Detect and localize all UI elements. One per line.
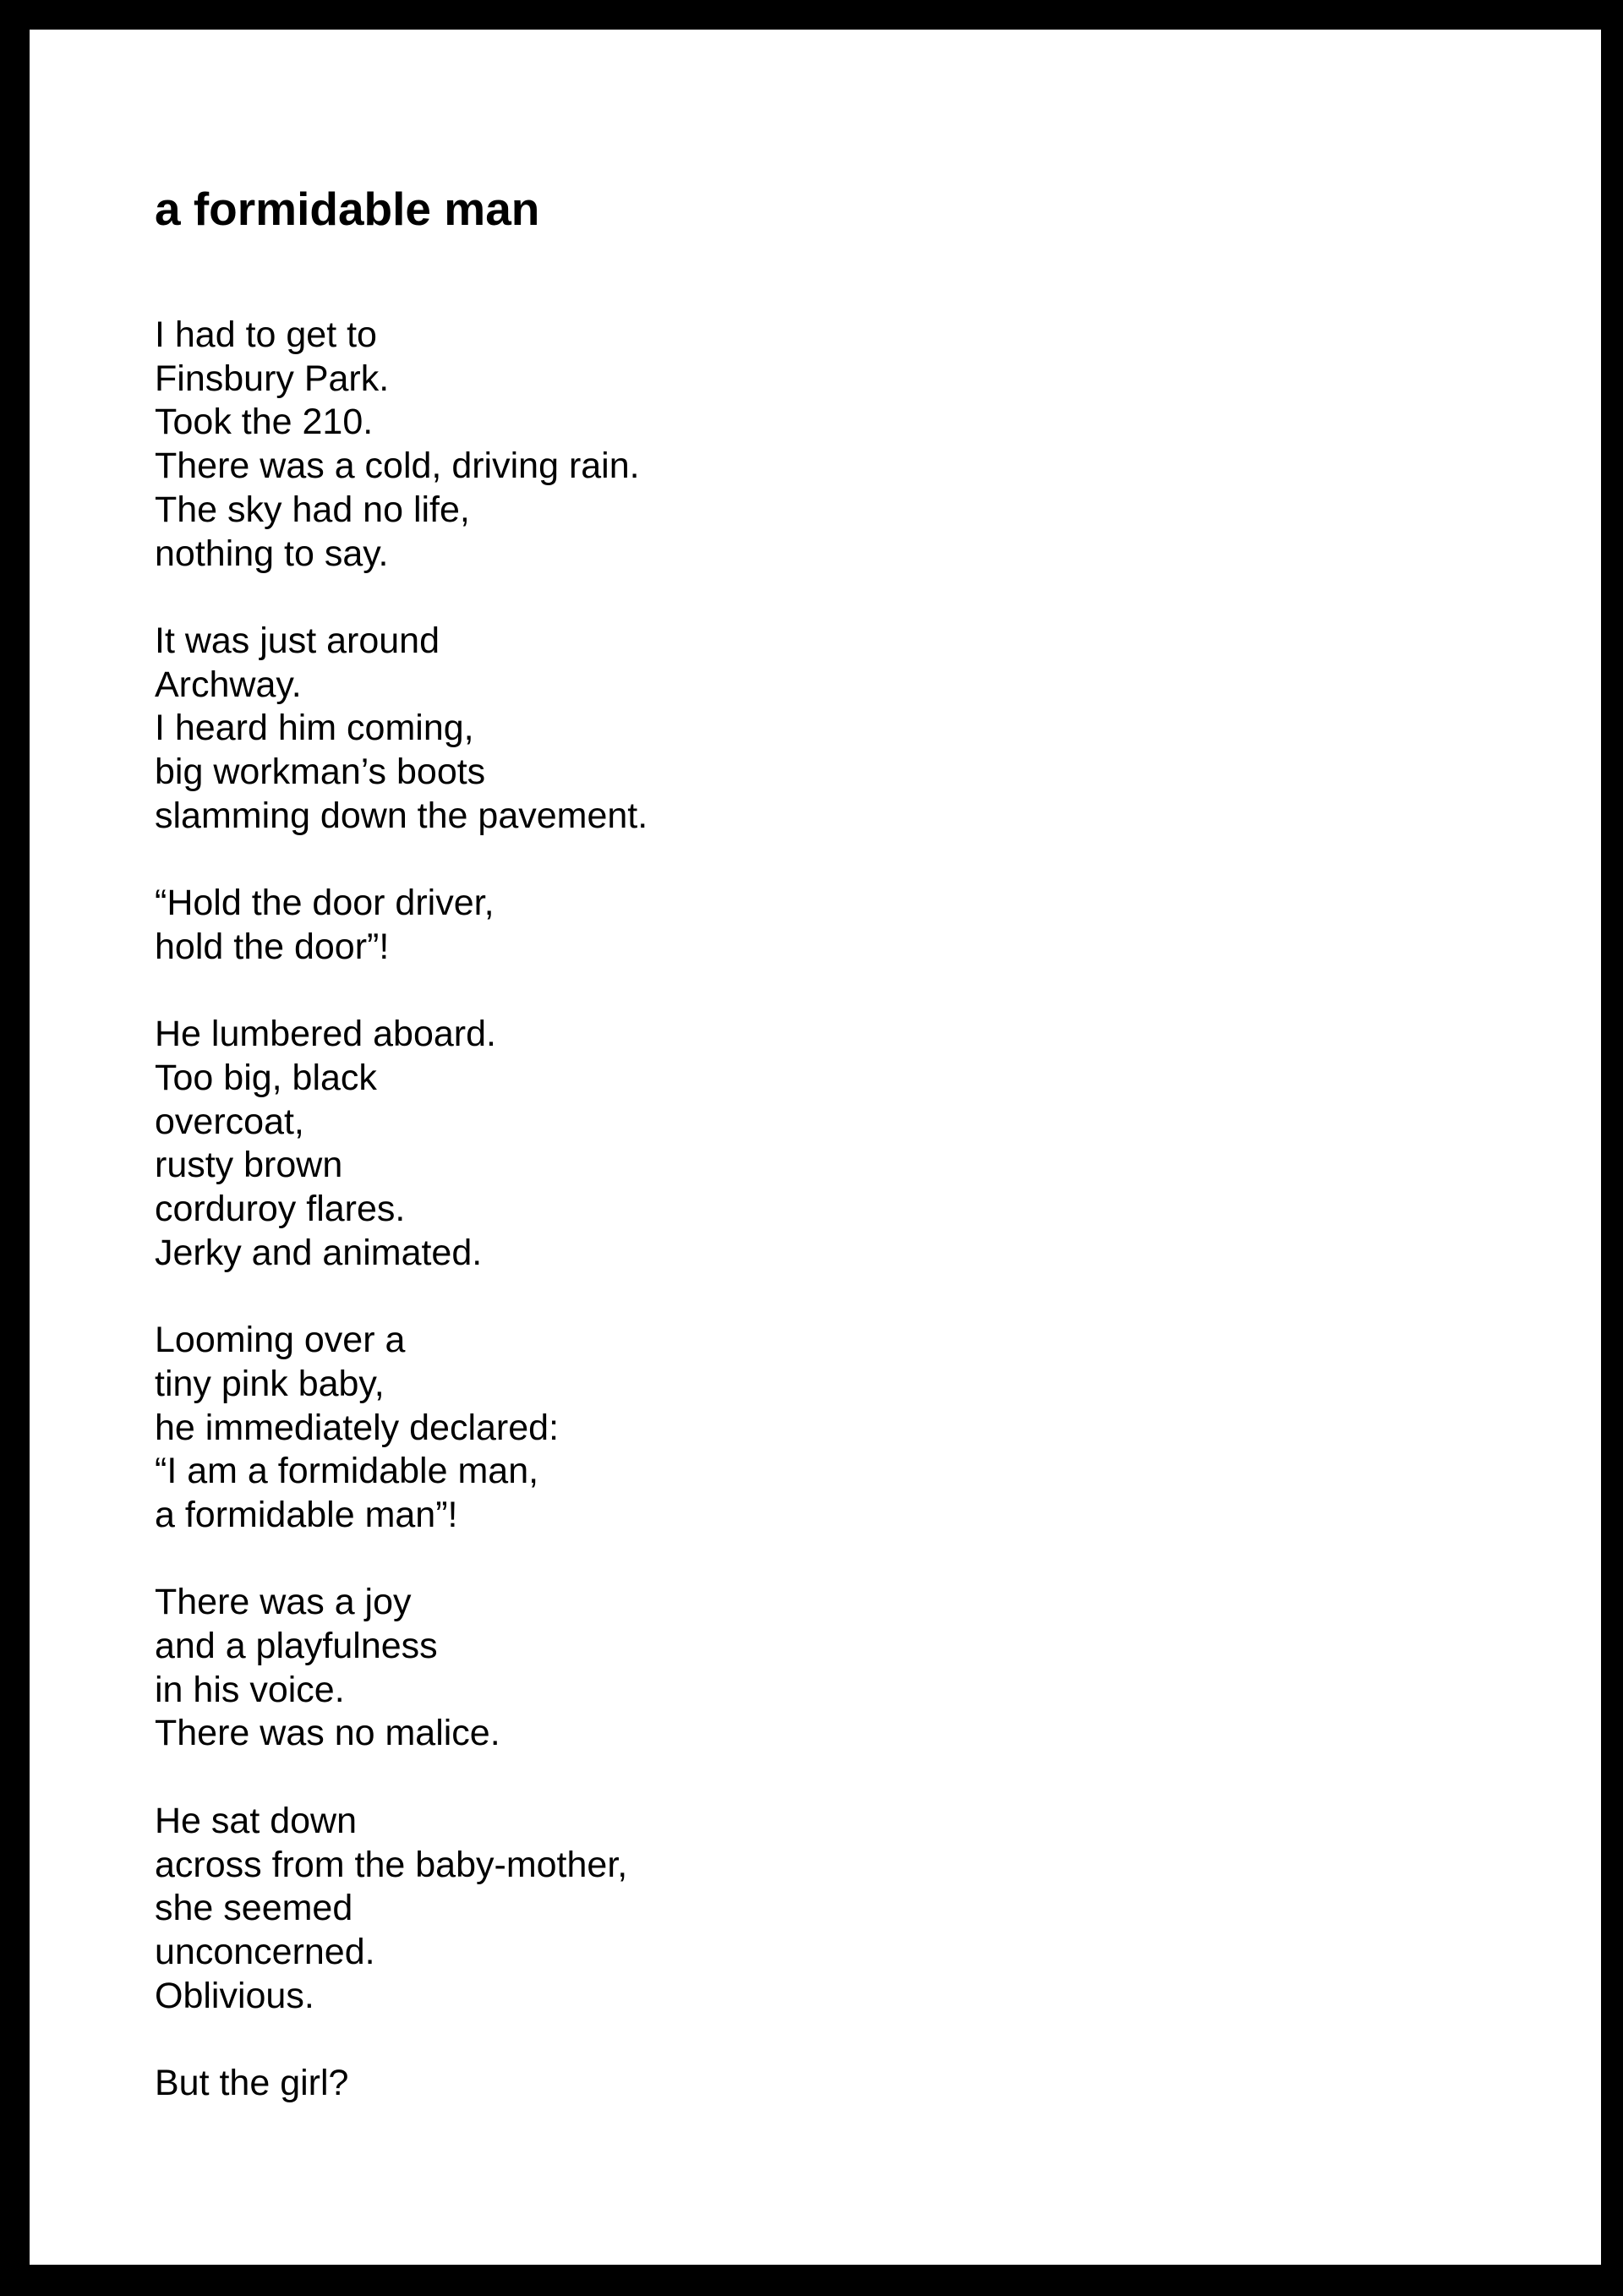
poem-line: across from the baby-mother, xyxy=(155,1844,628,1885)
poem-line: nothing to say. xyxy=(155,533,389,574)
poem-line: and a playfulness xyxy=(155,1626,438,1667)
poem-line: he immediately declared: xyxy=(155,1407,560,1448)
poem-line: Finsbury Park. xyxy=(155,358,390,399)
poem-stanza xyxy=(155,314,648,576)
poem-line: It was just around xyxy=(155,620,440,661)
poem-line: There was a joy xyxy=(155,1582,412,1623)
poem-stanza xyxy=(155,1319,648,1538)
poem-line: “Hold the door driver, xyxy=(155,883,495,924)
poem-line: Took the 210. xyxy=(155,402,374,443)
poem-stanza xyxy=(155,620,648,839)
poem-line: corduroy flares. xyxy=(155,1189,406,1230)
poem-line: slamming down the pavement. xyxy=(155,795,648,836)
poem-stanza xyxy=(155,1800,648,2019)
poem-line: Archway. xyxy=(155,664,302,705)
poem-line: unconcerned. xyxy=(155,1931,375,1972)
poem-line: tiny pink baby, xyxy=(155,1363,385,1404)
poem-line: “I am a formidable man, xyxy=(155,1451,539,1492)
poem-line: she seemed xyxy=(155,1888,353,1929)
poem-line: Too big, black xyxy=(155,1057,377,1098)
poem-line: rusty brown xyxy=(155,1145,343,1186)
poem-line: Jerky and animated. xyxy=(155,1232,483,1273)
poem-stanza xyxy=(155,1581,648,1756)
poem-page xyxy=(30,30,1601,2265)
poem-line: a formidable man”! xyxy=(155,1494,458,1535)
poem-line: There was a cold, driving rain. xyxy=(155,446,640,487)
poem-stanza xyxy=(155,882,648,969)
poem-line: The sky had no life, xyxy=(155,489,470,530)
poem-line: But the girl? xyxy=(155,2063,349,2104)
poem-line: big workman’s boots xyxy=(155,752,486,793)
poem-stanza xyxy=(155,1013,648,1275)
poem-body xyxy=(155,314,648,2149)
poem-line: Looming over a xyxy=(155,1320,406,1361)
poem-line: There was no malice. xyxy=(155,1713,500,1754)
poem-stanza xyxy=(155,2062,648,2106)
poem-line: Oblivious. xyxy=(155,1975,314,2016)
poem-line: He lumbered aboard. xyxy=(155,1014,496,1055)
poem-line: I heard him coming, xyxy=(155,708,474,749)
poem-line: I had to get to xyxy=(155,314,377,355)
poem-line: He sat down xyxy=(155,1800,358,1841)
poem-line: hold the door”! xyxy=(155,926,390,967)
poem-line: in his voice. xyxy=(155,1669,345,1710)
poem-title: a formidable man xyxy=(155,183,540,235)
poem-line: overcoat, xyxy=(155,1101,304,1142)
